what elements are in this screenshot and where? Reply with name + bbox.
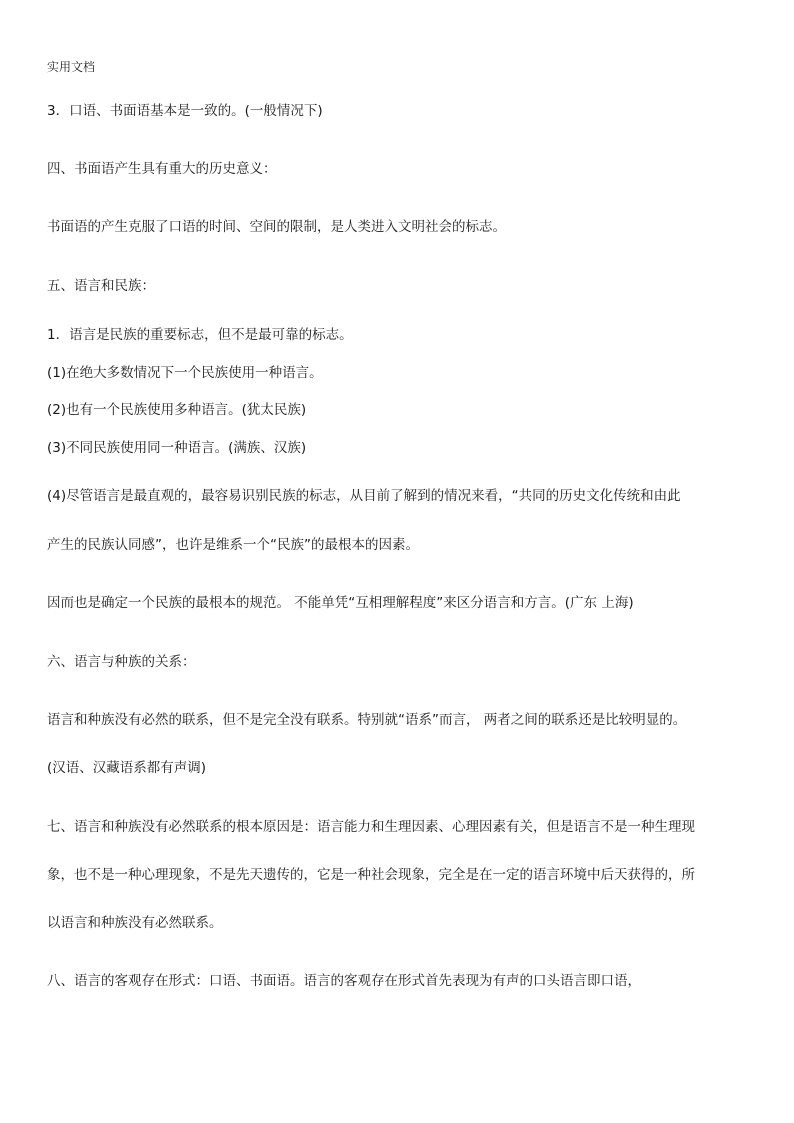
paragraph-dialect-distinction: 因而也是确定一个民族的最根本的规范。 不能单凭“互相理解程度”来区分语言和方言。(广东 上海) [47, 595, 634, 611]
list-subitem-4-line-1: (4)尽管语言是最直观的，最容易识别民族的标志，从目前了解到的情况来看，“共同的历史文化传统和由此 [47, 488, 681, 504]
section-seven-line-1: 七、语言和种族没有必然联系的根本原因是：语言能力和生理因素、心理因素有关，但是语言不是一种生理现 [47, 819, 695, 835]
section-heading-six: 六、语言与种族的关系： [47, 654, 196, 670]
section-seven-line-3: 以语言和种族没有必然联系。 [47, 915, 223, 931]
paragraph-spoken-written-consistency: 3．口语、书面语基本是一致的。(一般情况下) [47, 103, 323, 119]
section-heading-eight: 八、语言的客观存在形式：口语、书面语。语言的客观存在形式首先表现为有声的口头语言即口语， [47, 973, 641, 989]
paragraph-example-tone: (汉语、汉藏语系都有声调) [47, 760, 207, 776]
paragraph-written-language-significance: 书面语的产生克服了口语的时间、空间的限制，是人类进入文明社会的标志。 [47, 219, 506, 235]
list-subitem-2: (2)也有一个民族使用多种语言。(犹太民族) [47, 402, 307, 418]
section-seven-line-2: 象，也不是一种心理现象，不是先天遗传的，它是一种社会现象，完全是在一定的语言环境中后天获得的，所 [47, 867, 695, 883]
section-heading-five: 五、语言和民族： [47, 278, 155, 294]
section-heading-four: 四、书面语产生具有重大的历史意义： [47, 161, 277, 177]
paragraph-language-race-relation: 语言和种族没有必然的联系，但不是完全没有联系。特别就“语系”而言， 两者之间的联系还是比较明显的。 [47, 712, 687, 728]
document-header-label: 实用文档 [47, 60, 96, 74]
list-subitem-1: (1)在绝大多数情况下一个民族使用一种语言。 [47, 365, 323, 381]
list-item-1: 1．语言是民族的重要标志，但不是最可靠的标志。 [47, 327, 353, 343]
list-subitem-3: (3)不同民族使用同一种语言。(满族、汉族) [47, 440, 307, 456]
list-subitem-4-line-2: 产生的民族认同感”，也许是维系一个“民族”的最根本的因素。 [47, 537, 419, 553]
